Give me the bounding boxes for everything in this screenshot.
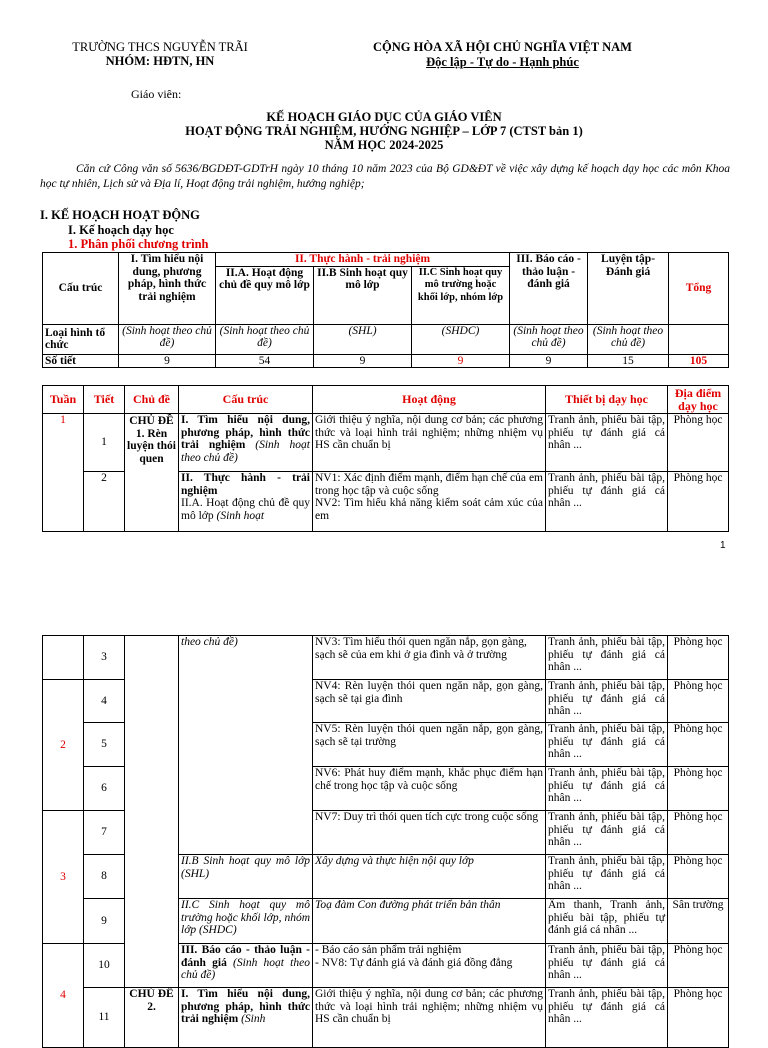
period-cell: 10 [84, 944, 125, 988]
equipment-cell: Tranh ảnh, phiếu bài tập, phiếu tự đánh giá cá nhân ... [546, 414, 668, 472]
periods-cell: 9 [314, 354, 412, 368]
equipment-cell: Tranh ảnh, phiếu bài tập, phiếu tự đánh giá cá nhân ... [546, 680, 668, 723]
activity-cell: - Báo cáo sản phẩm trải nghiệm - NV8: Tự đánh giá và đánh giá đồng đẳng [313, 944, 546, 988]
periods-cell: 15 [588, 354, 669, 368]
periods-cell: 54 [216, 354, 314, 368]
national-header [330, 40, 675, 70]
period-cell: 5 [84, 723, 125, 767]
group-name: NHÓM: HĐTN, HN [105, 54, 215, 68]
equipment-cell: Tranh ảnh, phiếu bài tập, phiếu tự đánh giá cá nhân ... [546, 855, 668, 899]
structure-cell: theo chủ đề) [179, 636, 313, 855]
program-distribution-table [42, 252, 729, 368]
school-header [40, 40, 280, 68]
equipment-cell: Tranh ảnh, phiếu bài tập, phiếu tự đánh giá cá nhân ... [546, 988, 668, 1048]
document-title [100, 110, 668, 152]
period-cell: 1 [84, 414, 125, 472]
period-cell: 7 [84, 811, 125, 855]
equipment-cell: Tranh ảnh, phiếu bài tập, phiếu tự đánh giá cá nhân ... [546, 723, 668, 767]
activity-cell: Giới thiệu ý nghĩa, nội dung cơ bản; các phương thức và loại hình trải nghiệm; những nhiệm vụ HS cần chuẩn bị [313, 414, 546, 472]
subsection-heading: I. Kế hoạch dạy học [68, 223, 174, 237]
structure-header: Cấu trúc [43, 253, 119, 325]
period-cell: 6 [84, 767, 125, 811]
header-place: Địa điểm dạy học [668, 386, 729, 414]
periods-cell: 9 [412, 354, 510, 368]
header-period: Tiết [84, 386, 125, 414]
period-cell: 8 [84, 855, 125, 899]
activity-cell: NV6: Phát huy điểm mạnh, khắc phục điểm hạn chế trong học tập và cuộc sống [313, 767, 546, 811]
place-cell: Phòng học [668, 811, 729, 855]
equipment-cell: Tranh ảnh, phiếu bài tập, phiếu tự đánh giá cá nhân ... [546, 767, 668, 811]
national-motto: Độc lập - Tự do - Hạnh phúc [426, 55, 579, 69]
section-heading: I. KẾ HOẠCH HOẠT ĐỘNG [40, 208, 200, 222]
col-2a-header: II.A. Hoạt động chủ đề quy mô lớp [216, 266, 314, 324]
header-structure: Cấu trúc [179, 386, 313, 414]
type-label: Loại hình tổ chức [43, 324, 119, 354]
period-cell: 11 [84, 988, 125, 1048]
periods-cell: 9 [119, 354, 216, 368]
structure-cell: II. Thực hành - trải nghiệm II.A. Hoạt động chủ đề quy mô lớp (Sinh hoạt [179, 472, 313, 532]
activity-cell: NV3: Tìm hiểu thói quen ngăn nắp, gọn gàng, sạch sẽ của em khi ở gia đình và ở trường [313, 636, 546, 680]
structure-cell: III. Báo cáo - thảo luận - đánh giá (Sinh hoạt theo chủ đề) [179, 944, 313, 988]
periods-label: Số tiết [43, 354, 119, 368]
place-cell: Phòng học [668, 855, 729, 899]
activity-cell: NV4: Rèn luyện thói quen ngăn nắp, gọn gàng, sạch sẽ tại gia đình [313, 680, 546, 723]
header-topic: Chủ đề [125, 386, 179, 414]
activity-cell: Toạ đàm Con đường phát triển bản thân [313, 899, 546, 944]
schedule-table [42, 385, 729, 532]
program-heading: 1. Phân phối chương trình [68, 237, 209, 251]
week-cell: 4 [43, 944, 84, 1048]
activity-cell: NV1: Xác định điểm mạnh, điểm hạn chế của em trong học tập và cuộc sống NV2: Tìm hiểu khả năng kiểm soát cảm xúc của em [313, 472, 546, 532]
header-week: Tuần [43, 386, 84, 414]
activity-cell: Giới thiệu ý nghĩa, nội dung cơ bản; các phương thức và loại hình trải nghiệm; những nhiệm vụ HS cần chuẩn bị [313, 988, 546, 1048]
col-practice-group-header: II. Thực hành - trải nghiệm [216, 253, 510, 267]
place-cell: Phòng học [668, 414, 729, 472]
structure-cell: I. Tìm hiểu nội dung, phương pháp, hình thức trải nghiệm (Sinh hoạt theo chủ đề) [179, 414, 313, 472]
type-cell: (SHDC) [412, 324, 510, 354]
col-2c-header: II.C Sinh hoạt quy mô trường hoặc khối lớp, nhóm lớp [412, 266, 510, 324]
place-cell: Phòng học [668, 472, 729, 532]
week-cell: 2 [43, 680, 84, 811]
periods-total: 105 [669, 354, 729, 368]
col-report-header: III. Báo cáo - thảo luận - đánh giá [510, 253, 588, 325]
activity-cell: Xây dựng và thực hiện nội quy lớp [313, 855, 546, 899]
place-cell: Phòng học [668, 680, 729, 723]
week-cell: 1 [43, 414, 84, 532]
col-practice-eval-header: Luyện tập- Đánh giá [588, 253, 669, 325]
structure-cell: II.C Sinh hoạt quy mô trường hoặc khối lớp, nhóm lớp (SHDC) [179, 899, 313, 944]
place-cell: Phòng học [668, 988, 729, 1048]
page-number: 1 [720, 540, 726, 551]
schedule-table-continued [42, 635, 729, 1048]
type-cell: (Sinh hoạt theo chủ đề) [119, 324, 216, 354]
equipment-cell: Tranh ảnh, phiếu bài tập, phiếu tự đánh giá cá nhân ... [546, 944, 668, 988]
structure-cell: II.B Sinh hoạt quy mô lớp (SHL) [179, 855, 313, 899]
equipment-cell: Âm thanh, Tranh ảnh, phiếu bài tập, phiếu tự đánh giá cá nhân ... [546, 899, 668, 944]
country-name: CỘNG HÒA XÃ HỘI CHỦ NGHĨA VIỆT NAM [373, 40, 632, 54]
place-cell: Phòng học [668, 723, 729, 767]
equipment-cell: Tranh ảnh, phiếu bài tập, phiếu tự đánh giá cá nhân ... [546, 811, 668, 855]
period-cell: 4 [84, 680, 125, 723]
topic-cell: CHỦ ĐỀ 2. [125, 988, 179, 1048]
topic-cell: CHỦ ĐỀ 1. Rèn luyện thói quen [125, 414, 179, 532]
equipment-cell: Tranh ảnh, phiếu bài tập, phiếu tự đánh giá cá nhân ... [546, 472, 668, 532]
equipment-cell: Tranh ảnh, phiếu bài tập, phiếu tự đánh giá cá nhân ... [546, 636, 668, 680]
teacher-label: Giáo viên: [131, 87, 182, 101]
structure-cell: I. Tìm hiểu nội dung, phương pháp, hình thức trải nghiệm (Sinh [179, 988, 313, 1048]
activity-cell: NV5: Rèn luyện thói quen ngăn nắp, gọn gàng, sạch sẽ tại trường [313, 723, 546, 767]
type-cell: (Sinh hoạt theo chủ đề) [588, 324, 669, 354]
header-activity: Hoạt động [313, 386, 546, 414]
place-cell: Phòng học [668, 636, 729, 680]
header-equipment: Thiết bị dạy học [546, 386, 668, 414]
total-header: Tổng [669, 253, 729, 325]
period-cell: 3 [84, 636, 125, 680]
place-cell: Phòng học [668, 767, 729, 811]
week-cell: 3 [43, 811, 84, 944]
activity-cell: NV7: Duy trì thói quen tích cực trong cuộc sống [313, 811, 546, 855]
col-understanding-header: I. Tìm hiểu nội dung, phương pháp, hình thức trải nghiệm [119, 253, 216, 325]
title-line-1: KẾ HOẠCH GIÁO DỤC CỦA GIÁO VIÊN [266, 110, 502, 124]
type-cell: (SHL) [314, 324, 412, 354]
legal-basis: Căn cứ Công văn số 5636/BGDĐT-GDTrH ngày 10 tháng 10 năm 2023 của Bộ GD&ĐT về việc xây dựng kế hoạch dạy học các môn Khoa học tự nhiên, Lịch sử và Địa lí, Hoạt động trải nghiệm, hướng nghiệp; [40, 163, 730, 190]
period-cell: 2 [84, 472, 125, 532]
place-cell: Phòng học [668, 944, 729, 988]
title-line-3: NĂM HỌC 2024-2025 [324, 138, 444, 152]
title-line-2: HOẠT ĐỘNG TRẢI NGHIỆM, HƯỚNG NGHIỆP – LỚP 7 (CTST bản 1) [185, 124, 583, 138]
period-cell: 9 [84, 899, 125, 944]
type-cell: (Sinh hoạt theo chủ đề) [510, 324, 588, 354]
periods-cell: 9 [510, 354, 588, 368]
col-2b-header: II.B Sinh hoạt quy mô lớp [314, 266, 412, 324]
place-cell: Sân trường [668, 899, 729, 944]
school-name: TRƯỜNG THCS NGUYỄN TRÃI [72, 40, 248, 54]
type-cell: (Sinh hoạt theo chủ đề) [216, 324, 314, 354]
